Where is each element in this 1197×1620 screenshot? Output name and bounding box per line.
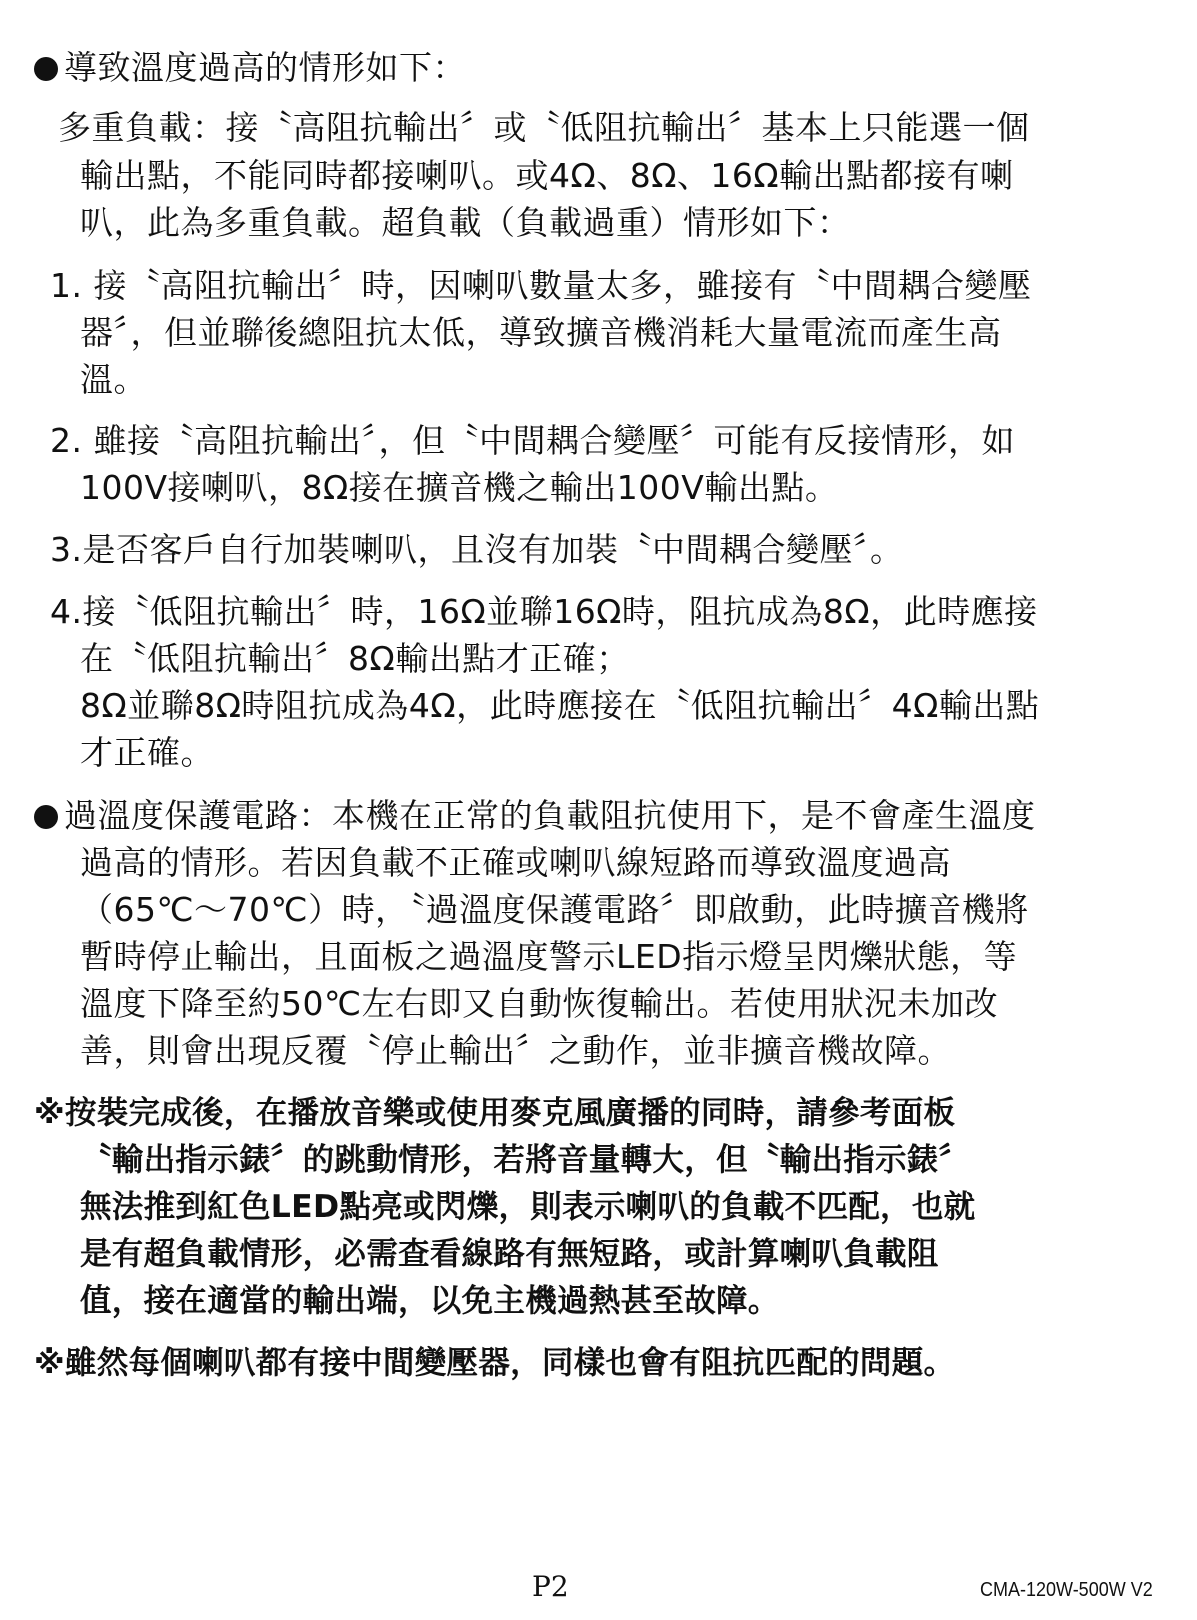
item4-line-1: 4.接〝低阻抗輸出〞時，16Ω並聯16Ω時，阻抗成為8Ω，此時應接 [50, 592, 1038, 631]
item4-line-4: 才正確。 [80, 733, 214, 772]
note2-line: ※雖然每個喇叭都有接中間變壓器，同樣也會有阻抗匹配的問題。 [34, 1345, 956, 1381]
section2-line-3: （65℃～70℃）時，〝過溫度保護電路〞即啟動，此時擴音機將 [80, 890, 1029, 929]
section2-line-1-text: 過溫度保護電路：本機在正常的負載阻抗使用下，是不會產生溫度 [64, 796, 1036, 835]
page-number: P2 [532, 1570, 569, 1603]
note1-line-1: ※按裝完成後，在播放音樂或使用麥克風廣播的同時，請參考面板 [34, 1095, 956, 1131]
bullet-icon [34, 57, 58, 81]
intro-line-3: 叭，此為多重負載。超負載（負載過重）情形如下： [80, 203, 851, 242]
note1-line-2: 〝輸出指示錶〞的跳動情形，若將音量轉大，但〝輸出指示錶〞 [80, 1142, 971, 1178]
note1-line-3: 無法推到紅色LED點亮或閃爍，則表示喇叭的負載不匹配，也就 [80, 1189, 976, 1225]
section2-line-1 [34, 796, 1036, 836]
section2-line-4: 暫時停止輸出，且面板之過溫度警示LED指示燈呈閃爍狀態，等 [80, 937, 1018, 976]
item4-line-3: 8Ω並聯8Ω時阻抗成為4Ω，此時應接在〝低阻抗輸出〞4Ω輸出點 [80, 686, 1040, 725]
item2-line-2: 100V接喇叭，8Ω接在擴音機之輸出100V輸出點。 [80, 468, 839, 507]
item1-line-3: 溫。 [80, 360, 147, 399]
section2-line-5: 溫度下降至約50℃左右即又自動恢復輸出。若使用狀況未加改 [80, 984, 999, 1023]
item1-line-2: 器〞，但並聯後總阻抗太低，導致擴音機消耗大量電流而產生高 [80, 313, 1002, 352]
section1-heading-text: 導致溫度過高的情形如下： [64, 48, 466, 87]
item2-line-1: 2. 雖接〝高阻抗輸出〞，但〝中間耦合變壓〞可能有反接情形，如 [50, 421, 1015, 460]
bullet-icon [34, 805, 58, 829]
section2-line-6: 善，則會出現反覆〝停止輸出〞之動作，並非擴音機故障。 [80, 1031, 951, 1070]
item4-line-2: 在〝低阻抗輸出〞8Ω輸出點才正確； [80, 639, 630, 678]
item1-line-1: 1. 接〝高阻抗輸出〞時，因喇叭數量太多，雖接有〝中間耦合變壓 [50, 266, 1032, 305]
section1-heading [34, 48, 466, 88]
note1-line-4: 是有超負載情形，必需查看線路有無短路，或計算喇叭負載阻 [80, 1236, 939, 1272]
note1-line-5: 值，接在適當的輸出端，以免主機過熱甚至故障。 [80, 1283, 780, 1319]
intro-line-1: 多重負載：接〝高阻抗輸出〞或〝低阻抗輸出〞基本上只能選一個 [58, 108, 1030, 147]
model-label: CMA-120W-500W V2 [980, 1579, 1153, 1601]
item3-line-1: 3.是否客戶自行加裝喇叭，且沒有加裝〝中間耦合變壓〞。 [50, 530, 904, 569]
intro-line-2: 輸出點，不能同時都接喇叭。或4Ω、8Ω、16Ω輸出點都接有喇 [80, 156, 1014, 195]
section2-line-2: 過高的情形。若因負載不正確或喇叭線短路而導致溫度過高 [80, 843, 951, 882]
